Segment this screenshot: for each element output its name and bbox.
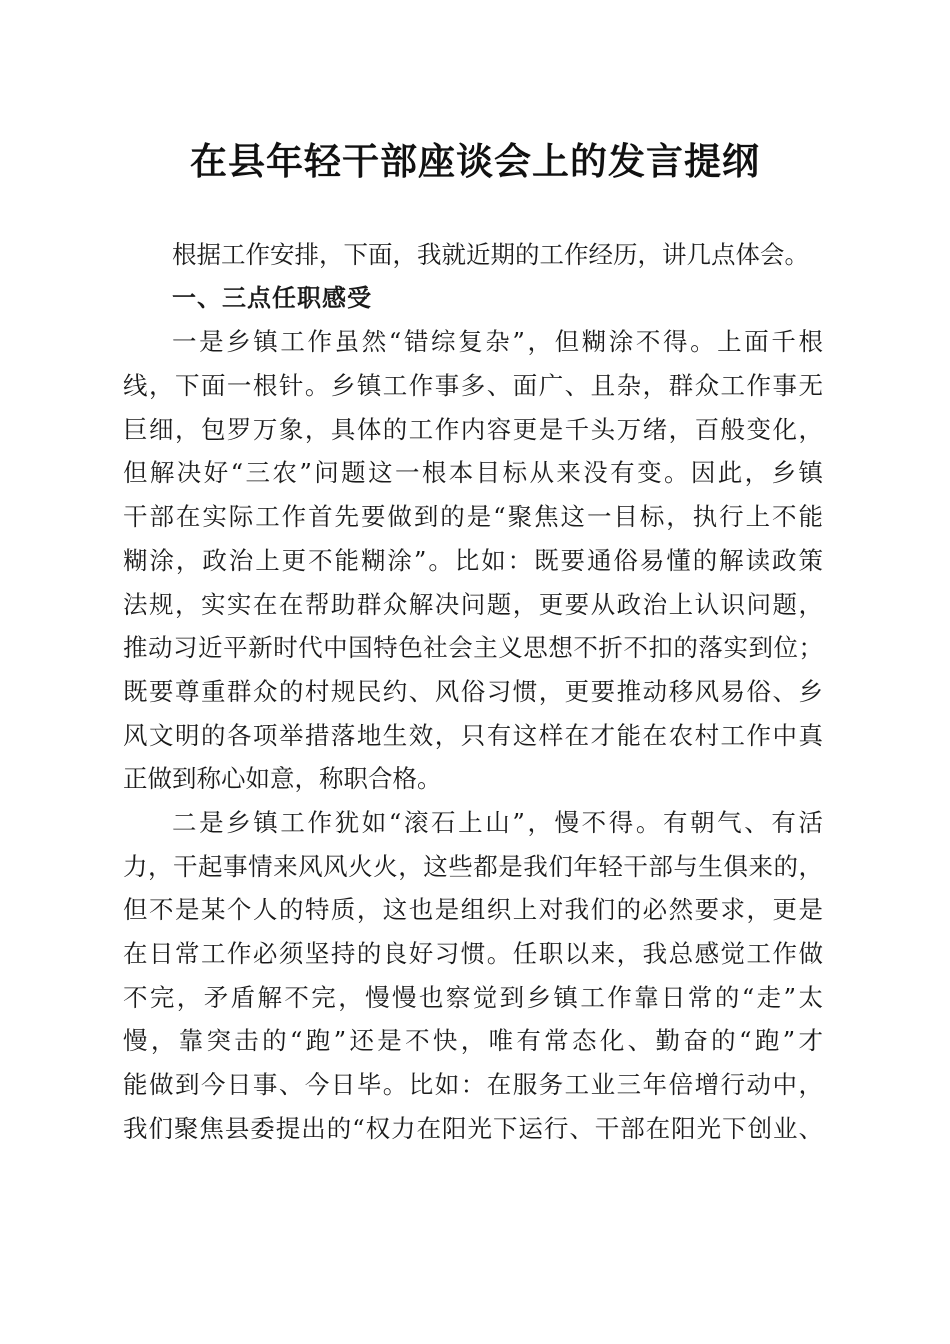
paragraph-line: 我们聚焦县委提出的“权力在阳光下运行、干部在阳光下创业、 xyxy=(123,1113,823,1143)
paragraph-line: 能做到今日事、今日毕。比如：在服务工业三年倍增行动中， xyxy=(123,1070,823,1100)
paragraph-line: 糊涂，政治上更不能糊涂”。比如：既要通俗易懂的解读政策 xyxy=(123,545,823,575)
paragraph-line: 二是乡镇工作犹如“滚石上山”，慢不得。有朝气、有活 xyxy=(172,807,823,837)
paragraph-line: 慢，靠突击的“跑”还是不快，唯有常态化、勤奋的“跑”才 xyxy=(123,1026,823,1056)
paragraph-line: 正做到称心如意，称职合格。 xyxy=(123,764,442,794)
intro-paragraph: 根据工作安排，下面，我就近期的工作经历，讲几点体会。 xyxy=(172,240,809,269)
paragraph-line: 一是乡镇工作虽然“错综复杂”，但糊涂不得。上面千根 xyxy=(172,327,823,357)
paragraph-line: 法规，实实在在帮助群众解决问题，更要从政治上认识问题， xyxy=(123,589,823,619)
paragraph-line: 力，干起事情来风风火火，这些都是我们年轻干部与生俱来的， xyxy=(123,851,823,881)
document-body xyxy=(123,233,823,1150)
paragraph-line: 不完，矛盾解不完，慢慢也察觉到乡镇工作靠日常的“走”太 xyxy=(123,982,823,1012)
paragraph-line: 既要尊重群众的村规民约、风俗习惯，更要推动移风易俗、乡 xyxy=(123,676,823,706)
paragraph-line: 但不是某个人的特质，这也是组织上对我们的必然要求，更是 xyxy=(123,895,823,925)
paragraph-line: 风文明的各项举措落地生效，只有这样在才能在农村工作中真 xyxy=(123,720,823,750)
paragraph-line: 干部在实际工作首先要做到的是“聚焦这一目标，执行上不能 xyxy=(123,502,823,532)
paragraph-line: 在日常工作必须坚持的良好习惯。任职以来，我总感觉工作做 xyxy=(123,939,823,968)
section-heading: 一、三点任职感受 xyxy=(172,283,372,312)
paragraph-line: 推动习近平新时代中国特色社会主义思想不折不扣的落实到位； xyxy=(123,633,823,663)
document-title: 在县年轻干部座谈会上的发言提纲 xyxy=(190,139,760,183)
paragraph-line: 巨细，包罗万象，具体的工作内容更是千头万绪，百般变化， xyxy=(123,414,823,444)
paragraph-line: 线，下面一根针。乡镇工作事多、面广、且杂，群众工作事无 xyxy=(123,371,823,401)
paragraph-2 xyxy=(123,801,823,1151)
paragraph-1 xyxy=(123,320,823,801)
paragraph-line: 但解决好“三农”问题这一根本目标从来没有变。因此，乡镇 xyxy=(123,458,823,488)
